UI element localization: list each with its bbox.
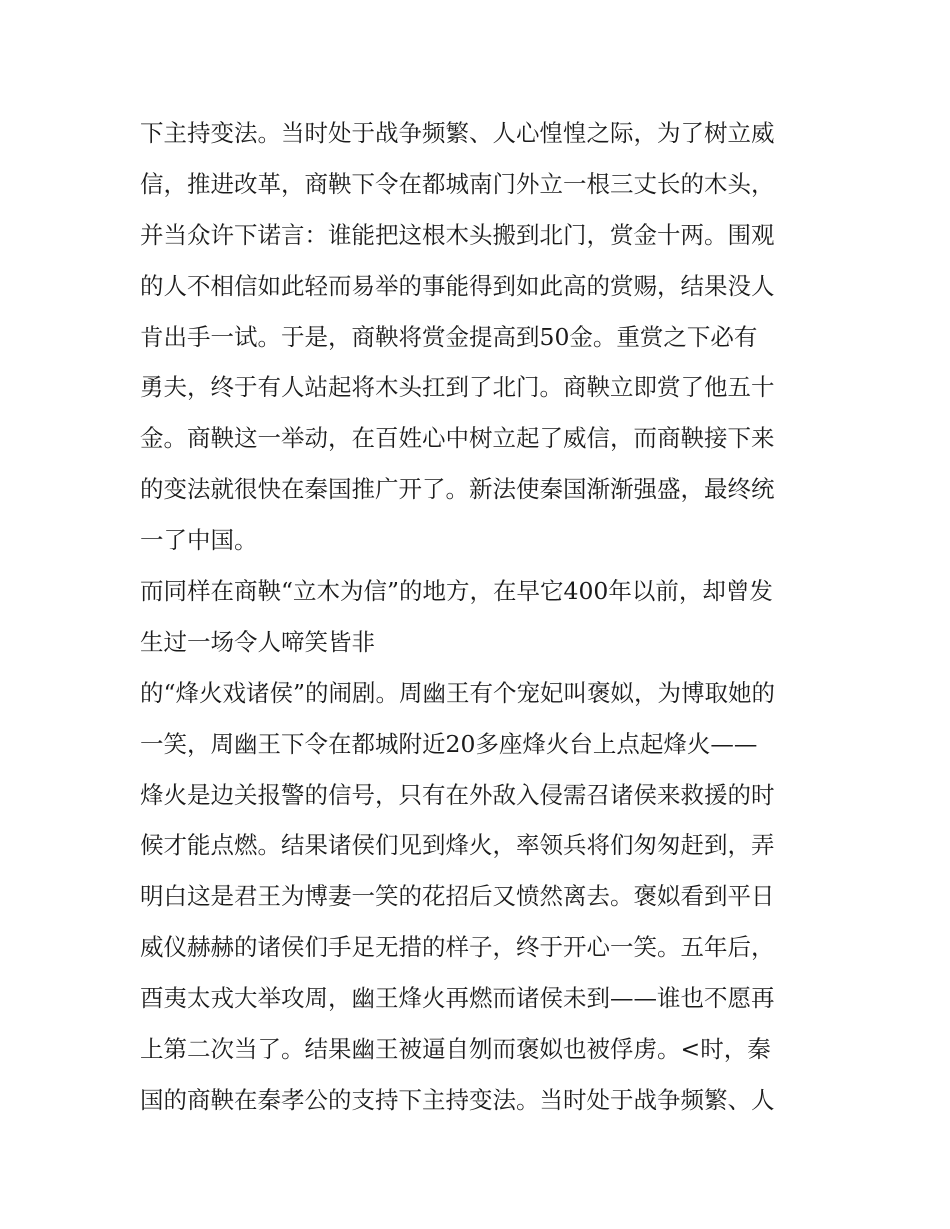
text-line: 烽火是边关报警的信号，只有在外敌入侵需召诸侯来救援的时	[140, 780, 775, 809]
text-line: 的人不相信如此轻而易举的事能得到如此高的赏赐，结果没人	[140, 271, 775, 300]
text-line: 威仪赫赫的诸侯们手足无措的样子，终于开心一笑。五年后，	[140, 933, 775, 962]
text-line: 金。商鞅这一举动，在百姓心中树立起了威信，而商鞅接下来	[140, 424, 775, 453]
text-line: 上第二次当了。结果幽王被逼自刎而褒姒也被俘虏。<时，秦	[140, 1035, 771, 1064]
body-text	[140, 108, 820, 1126]
text-line: 下主持变法。当时处于战争频繁、人心惶惶之际，为了树立威	[140, 119, 775, 147]
text-line: 候才能点燃。结果诸侯们见到烽火，率领兵将们匆匆赶到，弄	[140, 831, 775, 860]
text-line: 的“烽火戏诸侯”的闹剧。周幽王有个宠妃叫褒姒，为博取她的	[140, 678, 776, 707]
text-line: 并当众许下诺言：谁能把这根木头搬到北门，赏金十两。围观	[140, 220, 775, 249]
text-line: 的变法就很快在秦国推广开了。新法使秦国渐渐强盛，最终统	[140, 475, 775, 504]
text-line: 勇夫，终于有人站起将木头扛到了北门。商鞅立即赏了他五十	[140, 373, 775, 402]
text-line: 酉夷太戎大举攻周，幽王烽火再燃而诸侯未到——谁也不愿再	[140, 984, 775, 1013]
text-line: 生过一场令人啼笑皆非	[140, 627, 375, 656]
text-line: 而同样在商鞅“立木为信”的地方，在早它400年以前，却曾发	[140, 577, 773, 606]
text-line: 国的商鞅在秦孝公的支持下主持变法。当时处于战争频繁、人	[140, 1085, 775, 1114]
text-line: 明白这是君王为博妻一笑的花招后又愤然离去。褒姒看到平日	[140, 882, 775, 911]
text-line: 一了中国。	[140, 526, 258, 555]
text-line: 一笑，周幽王下令在都城附近20多座烽火台上点起烽火——	[140, 729, 758, 758]
text-line: 肯出手一试。于是，商鞅将赏金提高到50金。重赏之下必有	[140, 322, 758, 351]
text-line: 信，推进改革，商鞅下令在都城南门外立一根三丈长的木头，	[140, 169, 775, 198]
